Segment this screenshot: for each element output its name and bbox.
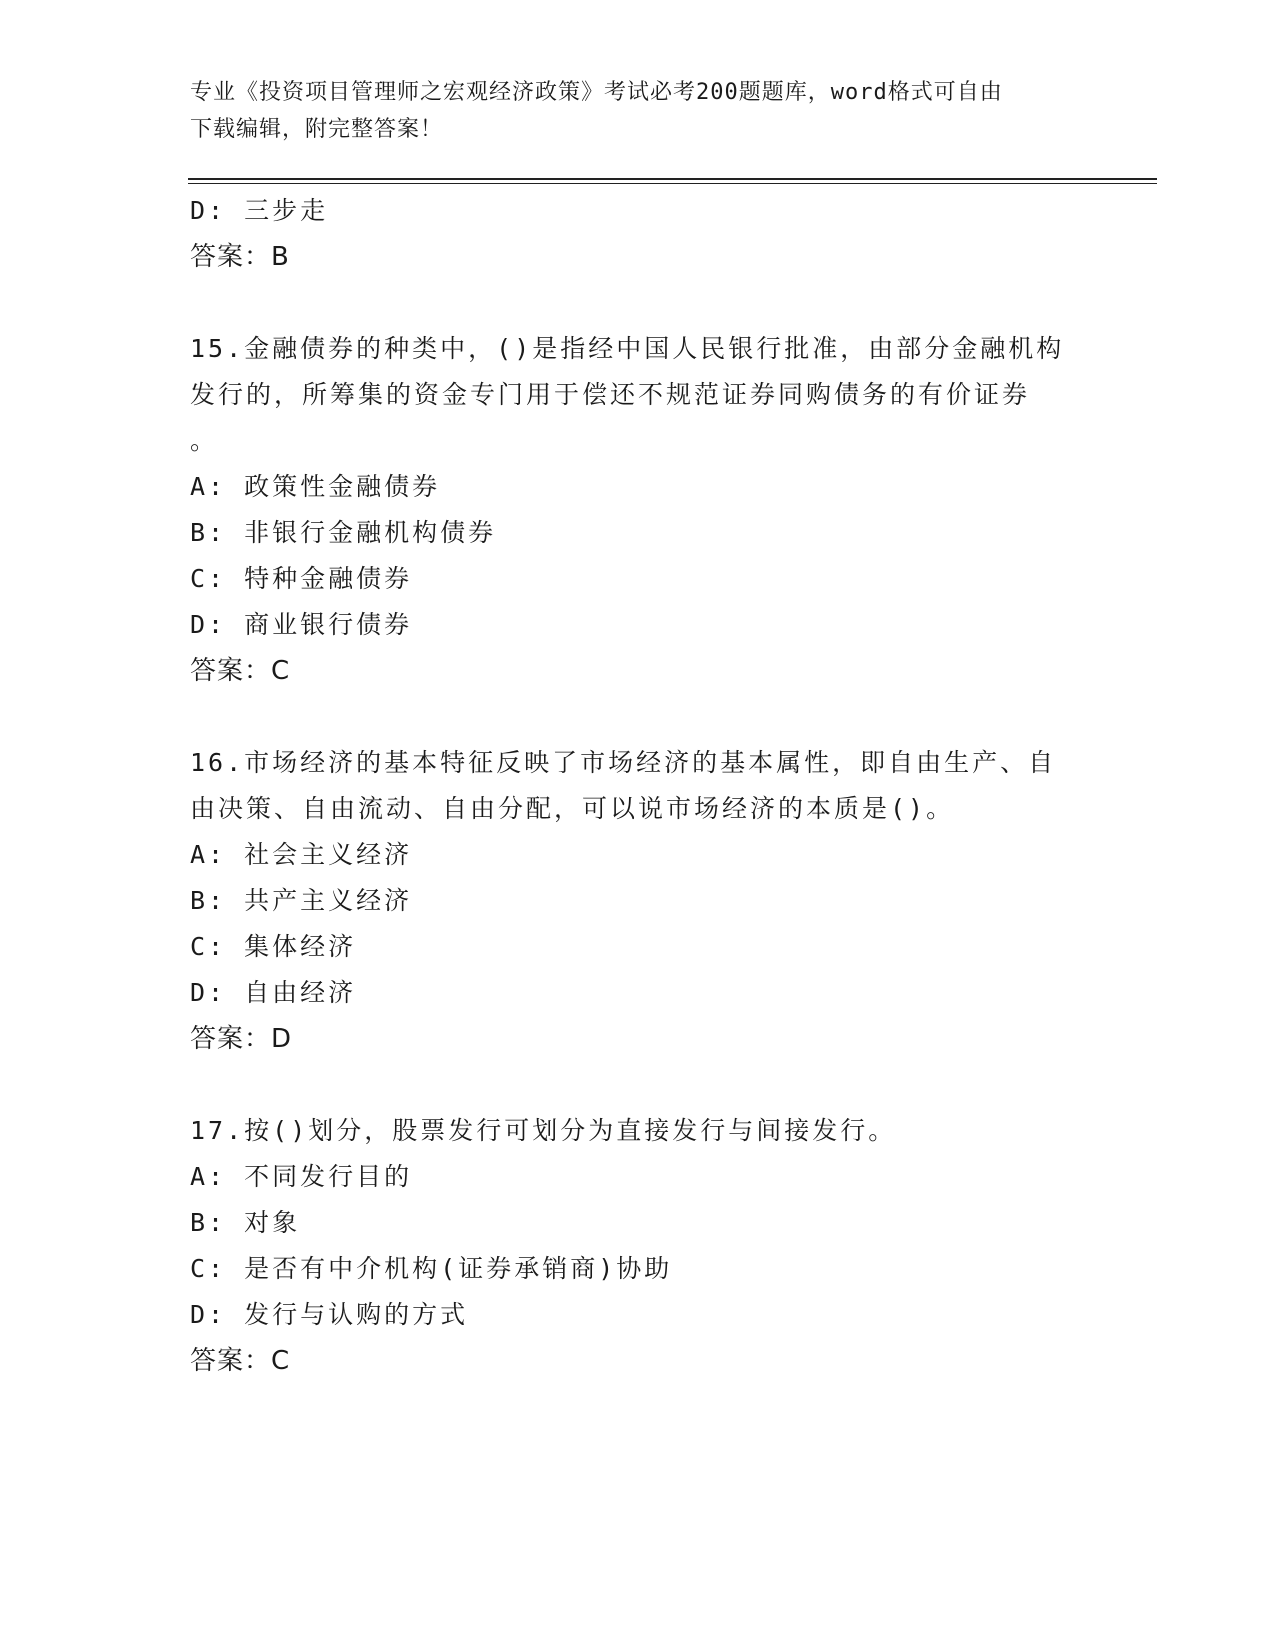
answer-line: 答案：C (190, 1346, 291, 1376)
option-a: A: 社会主义经济 (190, 840, 413, 869)
header-divider-thick (188, 178, 1157, 180)
header-line-2: 下载编辑，附完整答案！ (190, 117, 444, 142)
question-text-line: 。 (190, 426, 219, 455)
question-16 (190, 740, 1090, 1062)
question-text-line: 17.按()划分，股票发行可划分为直接发行与间接发行。 (190, 1116, 897, 1145)
question-text (190, 326, 1090, 464)
option-b: B: 共产主义经济 (190, 886, 413, 915)
page-header (190, 74, 1090, 148)
option-d: D: 商业银行债券 (190, 610, 413, 639)
previous-question-tail (190, 188, 1090, 280)
question-17 (190, 1108, 1090, 1384)
option-d: D: 三步走 (190, 196, 329, 225)
option-b: B: 对象 (190, 1208, 301, 1237)
document-body (190, 188, 1090, 1384)
header-line-1: 专业《投资项目管理师之宏观经济政策》考试必考200题题库，word格式可自由 (190, 80, 1003, 105)
option-c: C: 特种金融债券 (190, 564, 413, 593)
option-b: B: 非银行金融机构债券 (190, 518, 497, 547)
option-c: C: 是否有中介机构(证券承销商)协助 (190, 1254, 673, 1283)
question-text-line: 发行的，所筹集的资金专门用于偿还不规范证券同购债务的有价证券 (190, 380, 1031, 409)
question-text (190, 1108, 1090, 1154)
option-a: A: 不同发行目的 (190, 1162, 413, 1191)
question-text (190, 740, 1090, 832)
question-text-line: 16.市场经济的基本特征反映了市场经济的基本属性，即自由生产、自 (190, 748, 1057, 777)
option-c: C: 集体经济 (190, 932, 357, 961)
option-a: A: 政策性金融债券 (190, 472, 441, 501)
answer-line: 答案：B (190, 242, 290, 272)
question-text-line: 由决策、自由流动、自由分配，可以说市场经济的本质是()。 (190, 794, 955, 823)
option-d: D: 自由经济 (190, 978, 357, 1007)
header-divider-thin (188, 183, 1157, 184)
answer-line: 答案：C (190, 656, 291, 686)
option-d: D: 发行与认购的方式 (190, 1300, 469, 1329)
question-15 (190, 326, 1090, 694)
question-text-line: 15.金融债券的种类中，()是指经中国人民银行批准，由部分金融机构 (190, 334, 1065, 363)
answer-line: 答案：D (190, 1024, 293, 1054)
